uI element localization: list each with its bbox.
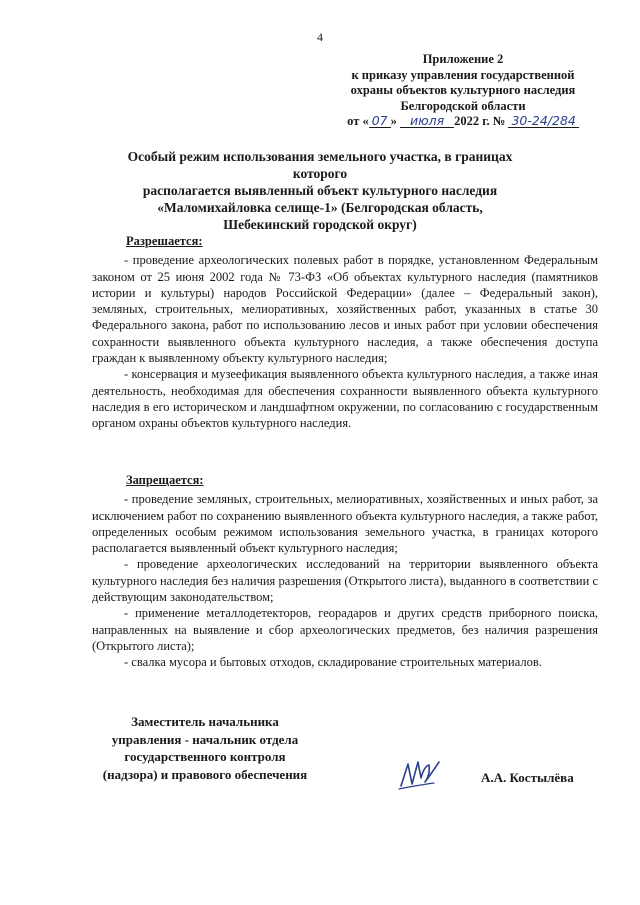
date-mid: » bbox=[390, 114, 397, 128]
forbidden-section bbox=[92, 472, 598, 671]
forbidden-item-1: - проведение земляных, строительных, мелиоративных, хозяйственных и иных работ, за исключением работ по сохранению выявленного объекта культурного наследия, а также работ, определенных особым режимом использования земельного участка, в границах которого располагается выявленный объект культурного наследия; bbox=[92, 492, 598, 556]
appendix-authority-line: охраны объектов культурного наследия bbox=[350, 83, 576, 97]
forbidden-item-2: - проведение археологических исследований на территории выявленного объекта культурного наследия без наличия разрешения (Открытого листа), выданного в соответствии с действующим законодательством; bbox=[92, 557, 598, 605]
signatory-line-1: Заместитель начальника bbox=[131, 714, 279, 729]
handwritten-day: 07 bbox=[369, 114, 391, 128]
forbidden-item-4: - свалка мусора и бытовых отходов, складирование строительных материалов. bbox=[124, 655, 542, 670]
allowed-item-1: - проведение археологических полевых работ в порядке, установленном Федеральным законом от 25 июня 2002 года № 73-ФЗ «Об объектах культурного наследия (памятников истории и культуры) народов Российской Федерации» (далее – Федеральный закон), земляных, строительных, мелиоративных, хозяйственных работ, указанных в статье 30 Федерального закона, работ по использованию лесов и иных работ при условии обеспечения сохранности выявленного объекта культурного наследия, а также обеспечения доступа граждан к выявленному объекту культурного наследия; bbox=[92, 253, 598, 366]
title-line-3: «Маломихайловка селище-1» (Белгородская область, bbox=[157, 200, 483, 215]
allowed-section bbox=[92, 233, 598, 432]
title-line-4: Шебекинский городской округ) bbox=[223, 217, 417, 232]
appendix-date-line bbox=[318, 114, 608, 130]
handwritten-order-number: 30-24/284 bbox=[508, 114, 578, 128]
appendix-region-line: Белгородской области bbox=[400, 98, 526, 113]
signatory-name: А.А. Костылёва bbox=[481, 770, 574, 785]
signatory-position bbox=[88, 713, 322, 783]
document-title bbox=[100, 148, 540, 233]
date-prefix: от « bbox=[347, 114, 369, 128]
appendix-order-line: к приказу управления государственной bbox=[351, 67, 575, 82]
handwritten-month: июля bbox=[400, 114, 454, 128]
title-line-1: Особый режим использования земельного участка, в границах которого bbox=[127, 149, 513, 181]
allowed-heading: Разрешается: bbox=[126, 234, 203, 248]
handwritten-signature bbox=[398, 756, 442, 792]
title-line-2: располагается выявленный объект культурного наследия bbox=[142, 183, 498, 198]
signatory-line-3: государственного контроля bbox=[124, 749, 286, 764]
appendix-header bbox=[318, 52, 608, 130]
page-number: 4 bbox=[317, 30, 323, 44]
appendix-title: Приложение 2 bbox=[422, 52, 504, 66]
signatory-line-2: управления - начальник отдела bbox=[111, 731, 299, 747]
allowed-item-2: - консервация и музеефикация выявленного объекта культурного наследия, а также иная деятельность, необходимая для обеспечения сохранности выявленного объекта культурного наследия в его историческом и ландшафтном окружении, по согласованию с государственным органом охраны объектов культурного наследия. bbox=[92, 367, 598, 431]
forbidden-heading: Запрещается: bbox=[126, 473, 204, 487]
date-year: 2022 г. № bbox=[454, 114, 506, 128]
signatory-line-4: (надзора) и правового обеспечения bbox=[102, 766, 308, 782]
forbidden-item-3: - применение металлодетекторов, георадаров и других средств приборного поиска, направленных на выявление и сбор археологических предметов, без наличия разрешения (Открытого листа); bbox=[92, 606, 598, 653]
